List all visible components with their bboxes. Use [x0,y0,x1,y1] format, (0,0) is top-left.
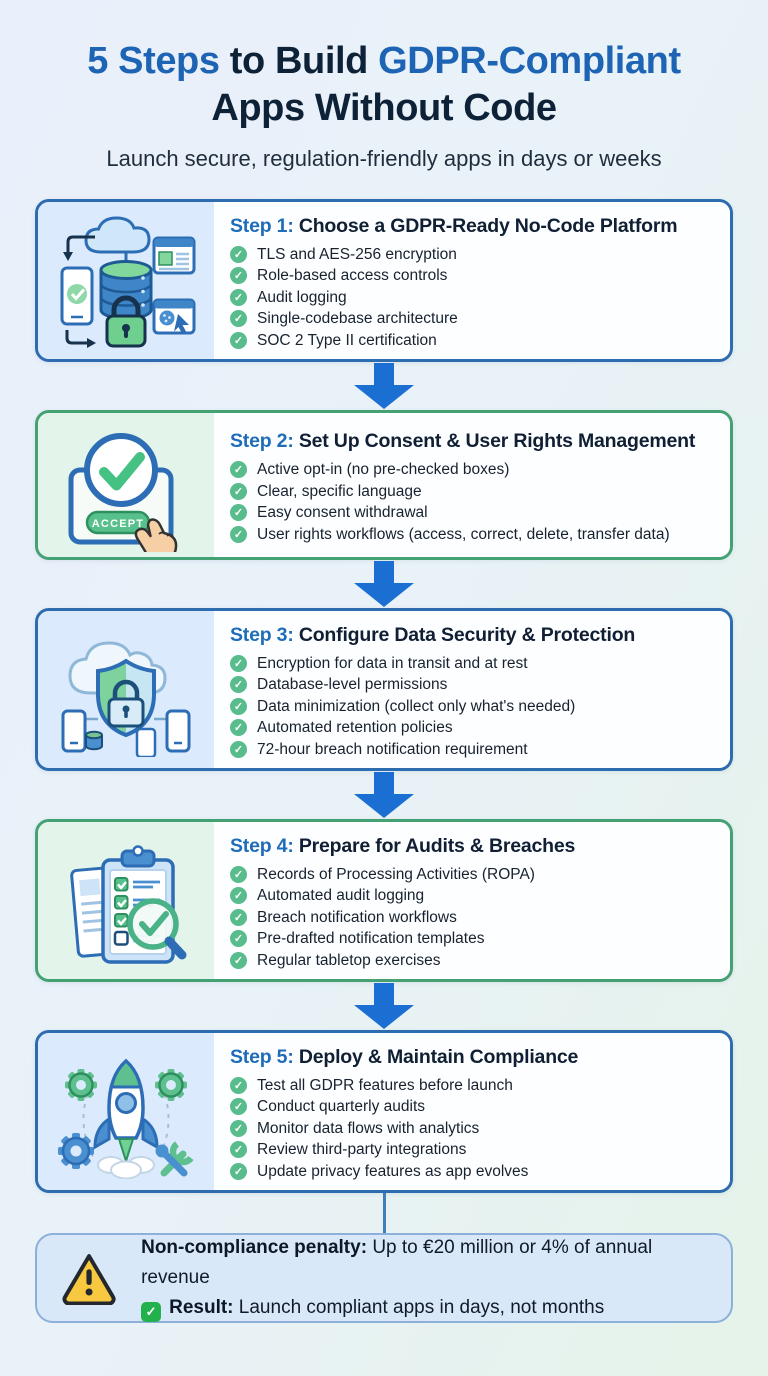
check-icon: ✓ [230,504,247,521]
checklist-item [230,866,718,883]
checklist-item [230,698,718,715]
check-icon: ✓ [230,866,247,883]
step-3-title [230,624,718,647]
checklist-item-label: Encryption for data in transit and at rest [257,654,528,672]
checklist-item [230,719,718,736]
checklist-item-label: Audit logging [257,288,347,306]
step-5-checklist [230,1077,718,1180]
check-icon: ✓ [230,332,247,349]
checklist-item [230,461,718,478]
checklist-item-label: 72-hour breach notification requirement [257,740,528,758]
step-5-heading-text: Deploy & Maintain Compliance [298,1045,579,1068]
step-3-icon-panel [38,611,214,768]
step-2-title [230,430,718,453]
check-icon: ✓ [230,741,247,758]
checklist-item [230,310,718,327]
checklist-item-label: Automated audit logging [257,887,425,905]
check-icon: ✓ [230,1098,247,1115]
steps-flow [35,199,733,1323]
step-5-card [35,1030,733,1193]
step-4-icon-panel [38,822,214,979]
checklist-item-label: Conduct quarterly audits [257,1098,426,1116]
title-line-2: Apps Without Code [211,86,557,129]
step-1-content [214,202,730,359]
nocode-platform-illustration [51,214,201,348]
subtitle: Launch secure, regulation-friendly apps in days or weeks [106,146,662,172]
step-4-heading-text: Prepare for Audits & Breaches [298,834,576,857]
down-arrow-icon [353,772,415,818]
checklist-item-label: Pre-drafted notification templates [257,930,485,948]
penalty-label: Non-compliance penalty: [141,1237,368,1259]
checklist-item [230,526,718,543]
step-5-content [214,1033,730,1190]
step-1-heading-text: Choose a GDPR-Ready No-Code Platform [298,214,678,237]
checklist-item-label: Automated retention policies [257,719,453,737]
checklist-item-label: Active opt-in (no pre-checked boxes) [257,461,510,479]
check-icon: ✓ [230,289,247,306]
check-icon: ✓ [230,1077,247,1094]
check-icon: ✓ [230,1120,247,1137]
checklist-item-label: Single-codebase architecture [257,310,458,328]
step-1-checklist [230,246,718,349]
warning-triangle-icon [61,1251,117,1305]
phone-icon [167,711,189,751]
result-label: Result: [169,1297,234,1319]
checklist-item [230,1077,718,1094]
checklist-item-label: Records of Processing Activities (ROPA) [257,865,535,883]
step-4-title [230,835,718,858]
checklist-item [230,332,718,349]
check-icon: ✓ [230,909,247,926]
check-icon: ✓ [230,698,247,715]
penalty-line [141,1233,707,1293]
step-2-label: Step 2: [230,430,294,453]
checklist-item [230,246,718,263]
check-icon: ✓ [230,526,247,543]
step-1-icon-panel [38,202,214,359]
checklist-item [230,1120,718,1137]
step-2-heading-text: Set Up Consent & User Rights Management [298,430,696,453]
check-icon: ✓ [230,1141,247,1158]
step-4-checklist [230,866,718,969]
step-1-card [35,199,733,362]
checklist-item [230,952,718,969]
checklist-item-label: Test all GDPR features before launch [257,1076,513,1094]
checklist-item-label: User rights workflows (access, correct, delete, transfer data) [257,525,670,543]
flow-arrow [35,982,733,1030]
checklist-item [230,504,718,521]
checklist-item [230,930,718,947]
warning-box [35,1233,733,1323]
check-icon: ✓ [230,719,247,736]
flow-arrow [35,362,733,410]
step-2-content [214,413,730,557]
step-3-card [35,608,733,771]
check-icon: ✓ [230,483,247,500]
checklist-item [230,655,718,672]
result-value: Launch compliant apps in days, not months [238,1297,605,1319]
checklist-item-label: Clear, specific language [257,482,422,500]
consent-accept-illustration [51,418,201,552]
check-icon: ✓ [230,1163,247,1180]
step-5-label: Step 5: [230,1045,294,1068]
checklist-item [230,741,718,758]
check-icon: ✓ [230,887,247,904]
step-4-content [214,822,730,979]
step-5-title [230,1046,718,1069]
down-arrow-icon [353,561,415,607]
check-icon: ✓ [230,930,247,947]
step-1-label: Step 1: [230,214,294,237]
phone-icon [137,729,155,757]
audit-checklist-illustration [51,834,201,968]
step-2-card [35,410,733,560]
check-icon: ✓ [230,461,247,478]
result-line [141,1293,707,1323]
step-3-heading-text: Configure Data Security & Protection [298,623,636,646]
checklist-item [230,909,718,926]
step-2-checklist [230,461,718,543]
checklist-item-label: Database-level permissions [257,676,448,694]
wrench-icon [156,1144,192,1173]
rocket-launch-illustration [51,1045,201,1179]
down-arrow-icon [353,363,415,409]
step-3-checklist [230,655,718,758]
step-3-content [214,611,730,768]
step-3-label: Step 3: [230,623,294,646]
result-check-icon: ✓ [141,1302,161,1322]
check-icon: ✓ [230,676,247,693]
checklist-item [230,483,718,500]
check-icon: ✓ [230,655,247,672]
step-2-icon-panel [38,413,214,557]
consent-check-circle [87,436,155,504]
checklist-item-label: Role-based access controls [257,267,448,285]
gear-icon [155,1069,187,1101]
header [0,0,768,173]
check-icon: ✓ [230,952,247,969]
gear-icon [58,1133,94,1169]
title-mid: to Build [219,40,379,82]
checklist-item-label: Regular tabletop exercises [257,951,441,969]
flow-arrow [35,771,733,819]
checklist-item [230,1141,718,1158]
checklist-item-label: TLS and AES-256 encryption [257,245,457,263]
check-icon: ✓ [230,310,247,327]
checklist-item [230,267,718,284]
page-title [0,38,768,131]
checklist-item [230,1098,718,1115]
checklist-item-label: Update privacy features as app evolves [257,1162,529,1180]
step-5-icon-panel [38,1033,214,1190]
checklist-item [230,1163,718,1180]
checklist-item-label: Easy consent withdrawal [257,504,428,522]
warning-text [141,1233,707,1323]
check-icon: ✓ [230,267,247,284]
flow-arrow [35,560,733,608]
check-icon: ✓ [230,246,247,263]
checklist-item-label: Data minimization (collect only what's needed) [257,697,576,715]
phone-icon [63,711,85,751]
title-accent-1: 5 Steps [87,40,220,82]
accept-button-label: ACCEPT [91,518,145,531]
step-4-label: Step 4: [230,834,294,857]
penalty-value: Up to €20 million or 4% of annual revenue [141,1237,653,1289]
cloud-shield-lock-illustration [51,623,201,757]
checklist-item-label: Monitor data flows with analytics [257,1119,480,1137]
cloud-icon [86,218,149,252]
step-4-card [35,819,733,982]
gear-icon [65,1069,97,1101]
checklist-item-label: SOC 2 Type II certification [257,331,437,349]
title-accent-2: GDPR-Compliant [378,40,681,82]
checklist-item-label: Breach notification workflows [257,908,457,926]
step-1-title [230,215,718,238]
connector-line [383,1193,386,1233]
checklist-item [230,289,718,306]
checklist-item [230,676,718,693]
checklist-item-label: Review third-party integrations [257,1141,467,1159]
down-arrow-icon [353,983,415,1029]
checklist-item [230,887,718,904]
